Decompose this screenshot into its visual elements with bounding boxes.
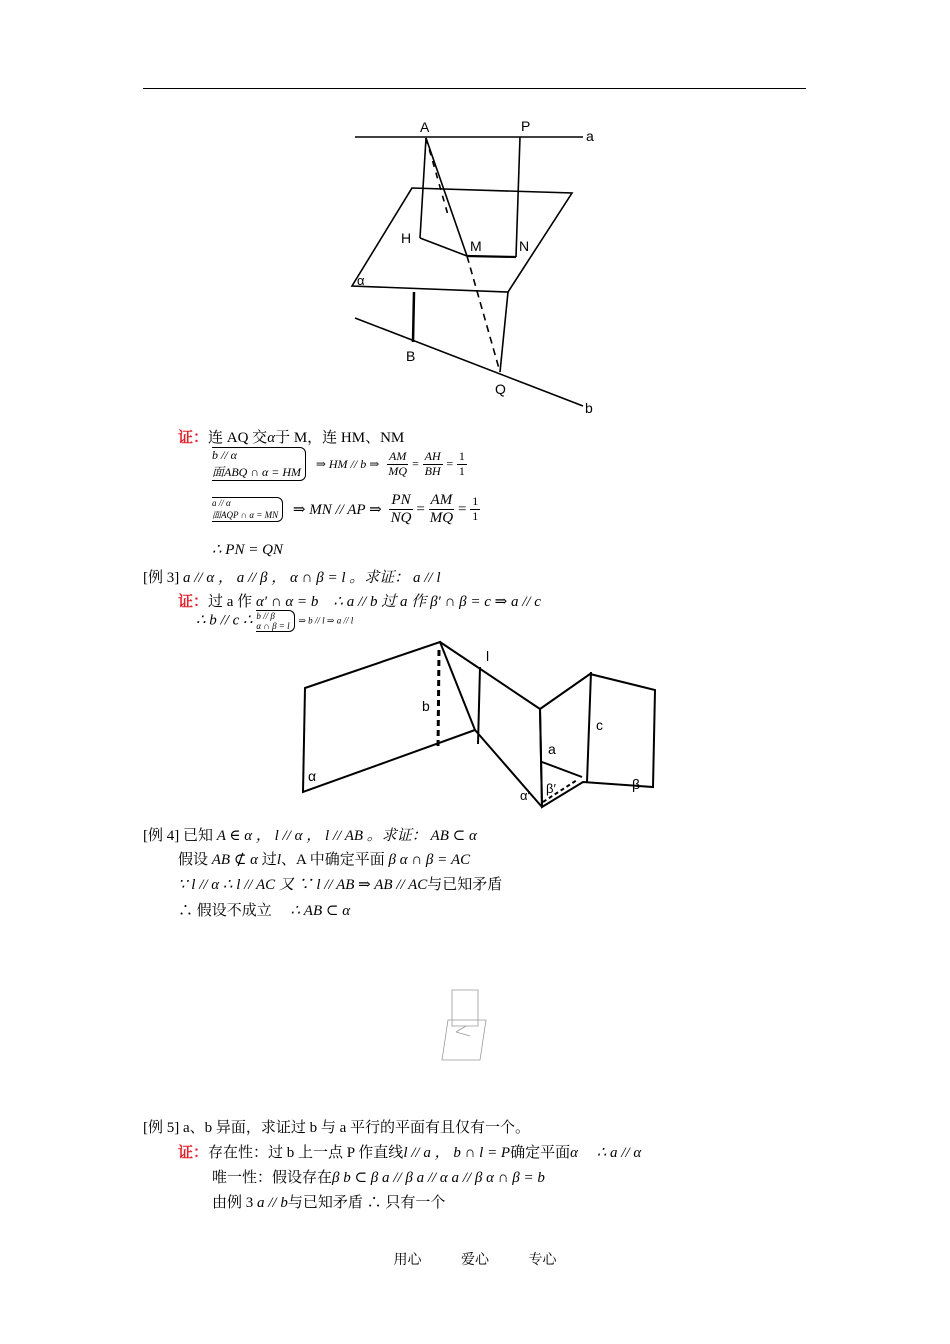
example4-line1	[178, 848, 470, 869]
proof1-text: 连 AQ 交	[208, 430, 268, 446]
figure-1-diagram	[340, 110, 610, 420]
footer-item: 专心	[528, 1253, 557, 1268]
equals: =	[457, 501, 467, 518]
ex4-math: ∵ l // α ∴ l // AC 又 ∵ l // AB ⇒ AB // AC	[178, 877, 428, 893]
fig2-label-beta-prime: β′	[546, 781, 556, 796]
frac5-den: MQ	[429, 510, 454, 527]
ex5-text: 与已知矛盾 ∴ 只有一个	[287, 1195, 446, 1211]
equals: =	[412, 456, 419, 471]
alpha-symbol: α	[267, 430, 276, 446]
proof1-conclusion: ∴ PN = QN	[212, 542, 283, 558]
ex5-text: 由例 3	[212, 1195, 254, 1211]
fig2-label-c: c	[596, 717, 603, 733]
step1-implication: ⇒ HM // b ⇒	[315, 456, 380, 471]
fig1-label-N: N	[519, 238, 530, 254]
example4-statement	[143, 824, 477, 845]
ex5-math: l // a ， b ∩ l = P	[403, 1145, 511, 1161]
fig2-label-beta: β	[632, 776, 641, 792]
fig1-label-P: P	[521, 118, 531, 134]
fig2-label-a: a	[548, 741, 556, 757]
proof-label: 证：	[178, 1145, 209, 1161]
example3-statement	[143, 566, 440, 587]
page-footer	[0, 1249, 950, 1269]
proof1-text-rest: 于 M，连 HM、NM	[275, 430, 405, 446]
ex5-text: 存在性：过 b 上一点 P 作直线	[208, 1145, 404, 1161]
step1-premise-2: 面ABQ ∩ α = HM	[212, 465, 302, 479]
fig1-label-b: b	[585, 400, 593, 416]
ex5-math: ∴ a // α	[596, 1145, 642, 1161]
ex5-text: 确定平面	[510, 1145, 571, 1161]
ex3-line2-conclusion: ⇒ b // l ⇒ a // l	[298, 615, 354, 626]
example4-line3	[178, 899, 350, 920]
proof-label: 证：	[178, 594, 209, 610]
example4-given: A ∈ α ， l // α ， l // AB 。求证： AB ⊂ α	[216, 828, 477, 844]
frac3-num: 1	[458, 448, 465, 463]
ex4-math: AB ⊄ α	[211, 852, 259, 868]
ex3-math-2: ∴ a // b 过 a 作	[333, 594, 427, 610]
example3-given: a // α ， a // β ， α ∩ β = l 。求证： a // l	[183, 570, 441, 586]
frac1-num: AM	[389, 448, 407, 463]
frac4-num: PN	[389, 492, 412, 510]
fig1-label-B: B	[406, 348, 416, 364]
example3-proof-line2	[196, 610, 353, 632]
frac2-den: BH	[424, 463, 441, 478]
fig2-label-alpha: α	[308, 768, 317, 784]
ex4-text: 与已知矛盾	[427, 877, 503, 893]
step2-implication: ⇒ MN // AP ⇒	[292, 502, 382, 519]
example4-line2	[178, 873, 502, 894]
header-rule	[143, 88, 806, 89]
step1-premise-1: b // α	[212, 448, 237, 462]
fig1-label-H: H	[401, 230, 412, 246]
fig2-label-l: l	[486, 648, 490, 664]
ex4-text: ∴ 假设不成立	[178, 903, 272, 919]
frac2-num: AH	[424, 448, 441, 463]
proof1-step2	[212, 492, 480, 528]
ex5-math: a // b	[257, 1195, 288, 1211]
ex4-math: ∴ AB ⊂ α	[290, 903, 351, 919]
example5-line3	[212, 1191, 445, 1212]
equals: =	[446, 456, 454, 471]
ex4-math: β α ∩ β = AC	[388, 852, 471, 868]
ex3-line2-math: ∴ b // c ∴	[196, 612, 253, 629]
example3-heading: [例 3]	[143, 570, 180, 586]
fig1-label-M: M	[470, 238, 482, 254]
fig1-label-Q: Q	[495, 381, 506, 397]
proof1-line1	[178, 426, 404, 447]
ex3-text: 过 a 作	[208, 594, 253, 610]
ex5-math: α	[570, 1145, 578, 1161]
frac1-den: MQ	[388, 463, 408, 478]
figure-2-diagram	[295, 632, 660, 812]
ex5-math: β b ⊂ β a // β a // α a // β α ∩ β = b	[332, 1170, 545, 1186]
ex3-math-3: β′ ∩ β = c ⇒ a // c	[430, 594, 541, 610]
fig1-label-a: a	[586, 128, 594, 144]
ex4-text: 、A 中确定平面	[280, 852, 385, 868]
frac6-num: 1	[472, 494, 479, 509]
footer-item: 爱心	[461, 1253, 489, 1268]
frac4-den: NQ	[390, 510, 412, 527]
example5-line2	[212, 1166, 545, 1187]
example3-proof-line1	[178, 590, 541, 611]
fig2-label-b: b	[422, 698, 430, 714]
proof-label: 证：	[178, 430, 209, 446]
footer-item: 用心	[393, 1253, 422, 1268]
fig2-label-alpha-prime: α′	[520, 788, 530, 803]
example4-heading: [例 4] 已知	[143, 828, 213, 844]
step2-premise-1: a // α	[212, 498, 231, 509]
figure-3-diagram	[440, 984, 492, 1064]
fig1-label-A: A	[420, 119, 430, 135]
proof1-step1	[212, 447, 467, 481]
ex3-premise-2: α ∩ β = l	[256, 621, 290, 631]
ex4-text: 过	[261, 852, 277, 868]
example5-statement: [例 5] a、b 异面，求证过 b 与 a 平行的平面有且仅有一个。	[143, 1120, 531, 1136]
ex4-text: 假设	[178, 852, 209, 868]
equals: =	[416, 501, 425, 518]
fig1-label-alpha: α	[357, 273, 365, 288]
ex5-text: 唯一性：假设存在	[212, 1170, 333, 1186]
frac3-den: 1	[458, 463, 465, 478]
ex3-math-1: α′ ∩ α = b	[255, 594, 319, 610]
ex3-premise-1: b // β	[256, 611, 275, 621]
frac6-den: 1	[472, 509, 479, 524]
step2-premise-2: 面AQP ∩ α = MN	[212, 510, 279, 521]
frac5-num: AM	[429, 492, 455, 510]
ex4-math: l	[276, 852, 281, 868]
example5-line1	[178, 1141, 641, 1162]
